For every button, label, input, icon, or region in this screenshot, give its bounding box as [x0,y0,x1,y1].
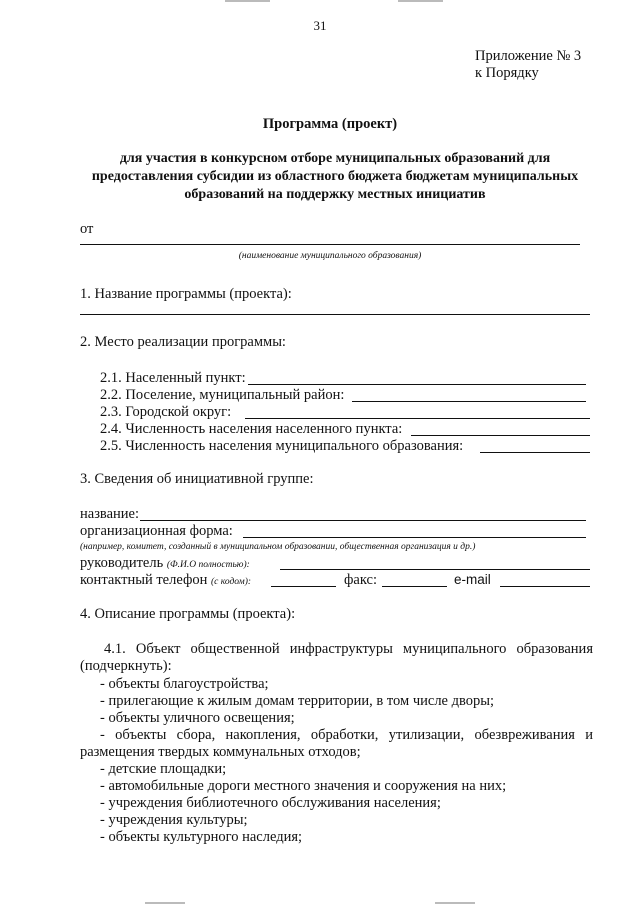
municipality-note: (наименование муниципального образования) [238,251,422,261]
from-label: от [80,221,94,237]
municipality-field-line[interactable] [80,244,580,245]
org-form-note: (например, комитет, созданный в муниципальном образовании, общественная организация и др.) [80,542,476,552]
list-item: - учреждения библиотечного обслуживания населения; [100,795,441,811]
fax-label: факс: [344,572,377,588]
scan-mark [435,902,475,904]
locality-population-field-line[interactable] [411,435,590,436]
list-item: - объекты уличного освещения; [100,710,295,726]
phone-field-line[interactable] [271,586,336,587]
section-4-heading: 4. Описание программы (проекта): [80,606,296,622]
phone-line [80,572,251,589]
scan-mark [225,0,270,2]
appendix-line-1: Приложение № 3 [475,48,582,64]
org-form-field-line[interactable] [243,537,586,538]
appendix-line-2: к Порядку [475,65,539,81]
group-name-field-line[interactable] [140,520,586,521]
municipality-population-label: 2.5. Численность населения муниципального образования: [100,438,464,454]
leader-label: руководитель [80,555,164,571]
program-name-field-line[interactable] [80,314,590,315]
list-item: - объекты благоустройства; [100,676,269,692]
fax-field-line[interactable] [382,586,447,587]
phone-label: контактный телефон [80,572,208,588]
list-item: - объекты культурного наследия; [100,829,303,845]
leader-line [80,555,250,572]
section-3-heading: 3. Сведения об инициативной группе: [80,471,314,487]
list-item: - детские площадки; [100,761,227,777]
section-1-heading: 1. Название программы (проекта): [80,286,292,302]
email-field-line[interactable] [500,586,590,587]
list-item: - учреждения культуры; [100,812,248,828]
settlement-label: 2.2. Поселение, муниципальный район: [100,387,345,403]
section-2-heading: 2. Место реализации программы: [80,334,286,350]
scan-mark [398,0,443,2]
item-4-1-text: 4.1. Объект общественной инфраструктуры муниципального образования (подчеркнуть): [80,641,593,674]
appendix-reference [475,48,581,82]
list-item: - прилегающие к жилым домам территории, в том числе дворы; [100,693,495,709]
org-form-label: организационная форма: [80,523,233,539]
phone-note: (с кодом): [211,577,252,587]
leader-field-line[interactable] [280,569,590,570]
municipality-population-field-line[interactable] [480,452,590,453]
locality-label: 2.1. Населенный пункт: [100,370,246,386]
urban-district-field-line[interactable] [245,418,590,419]
email-label: e-mail [454,572,491,587]
locality-population-label: 2.4. Численность населения населенного пункта: [100,421,403,437]
page-number: 31 [313,18,327,33]
urban-district-label: 2.3. Городской округ: [100,404,232,420]
list-item: - автомобильные дороги местного значения и сооружения на них; [100,778,507,794]
settlement-field-line[interactable] [352,401,586,402]
document-subtitle: для участия в конкурсном отборе муниципальных образований для предоставления субсидии из областного бюджета бюджетам муниципальных образований на поддержку местных инициатив [91,151,579,202]
locality-field-line[interactable] [248,384,586,385]
scan-mark [145,902,185,904]
document-title: Программа (проект) [262,116,398,132]
list-item: - объекты сбора, накопления, обработки, утилизации, обезвреживания и размещения твердых коммунальных отходов; [80,727,593,760]
group-name-label: название: [80,506,139,522]
leader-note: (Ф.И.О полностью): [166,560,250,570]
